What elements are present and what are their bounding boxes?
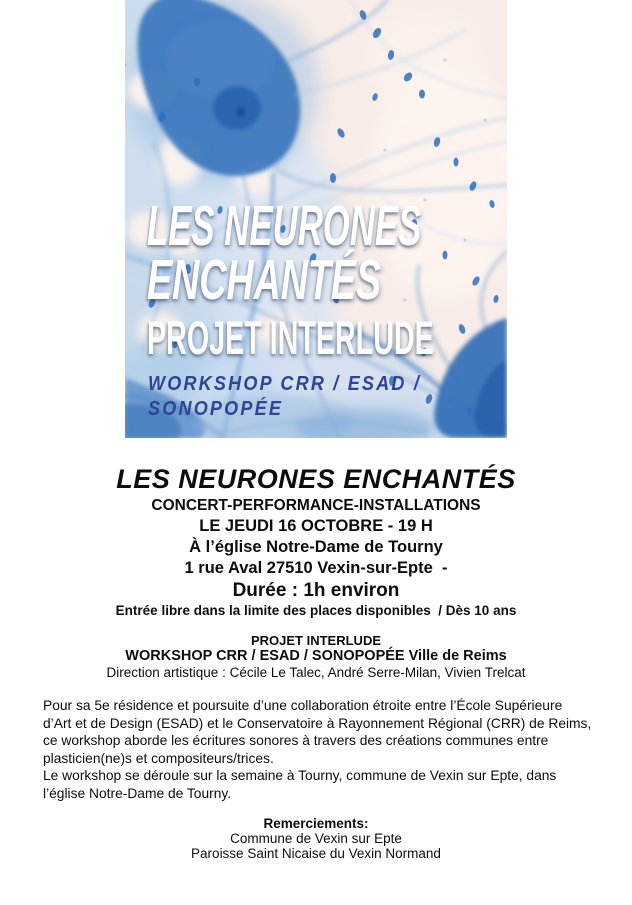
event-admission: Entrée libre dans la limite des places disponibles / Dès 10 ans [115,603,517,618]
project-block [0,633,632,681]
event-date: LE JEUDI 16 OCTOBRE - 19 H [199,517,433,535]
hero-workshop-line1: WORKSHOP CRR / ESAD / [148,372,422,395]
hero-subtitle: PROJET INTERLUDE [147,311,434,364]
description-paragraph-2: Le workshop se déroule sur la semaine à Tourny, commune de Vexin sur Epte, dans l’église Notre-Dame de Tourny. [43,768,557,801]
acknowledgements-block [0,816,632,861]
description-block [43,697,592,803]
hero-title-line1: LES NEURONES [147,194,422,258]
hero-text-overlay [125,0,507,438]
description-paragraph-1: Pour sa 5e résidence et poursuite d’une collaboration étroite entre l’École Supérieure d’Art et de Design (ESAD) et le Conservatoire à Rayonnement Régional (CRR) de Reims, ce workshop aborde les écritures sonores à travers des créations communes entre plasticien(ne)s et compositeurs/trices. [43,698,592,766]
hero-title-line2: ENCHANTÉS [147,248,382,312]
acknowledgements-heading: Remerciements: [263,815,369,831]
event-address: 1 rue Aval 27510 Vexin-sur-Epte - [184,559,448,577]
hero-image [125,0,507,438]
event-duration: Durée : 1h environ [232,580,400,601]
poster-body [0,438,632,861]
event-title: LES NEURONES ENCHANTÉS [116,464,516,494]
project-name: PROJET INTERLUDE [250,633,381,648]
project-workshop: WORKSHOP CRR / ESAD / SONOPOPÉE Ville de Reims [125,648,507,664]
acknowledgements-line1: Commune de Vexin sur Epte [230,830,402,846]
acknowledgements-line2: Paroisse Saint Nicaise du Vexin Normand [191,845,441,861]
hero-workshop-line2: SONOPOPÉE [148,397,284,420]
project-direction: Direction artistique : Cécile Le Talec, André Serre-Milan, Vivien Trelcat [106,665,526,680]
event-type: CONCERT-PERFORMANCE-INSTALLATIONS [151,497,481,514]
event-venue: À l’église Notre-Dame de Tourny [189,538,443,556]
